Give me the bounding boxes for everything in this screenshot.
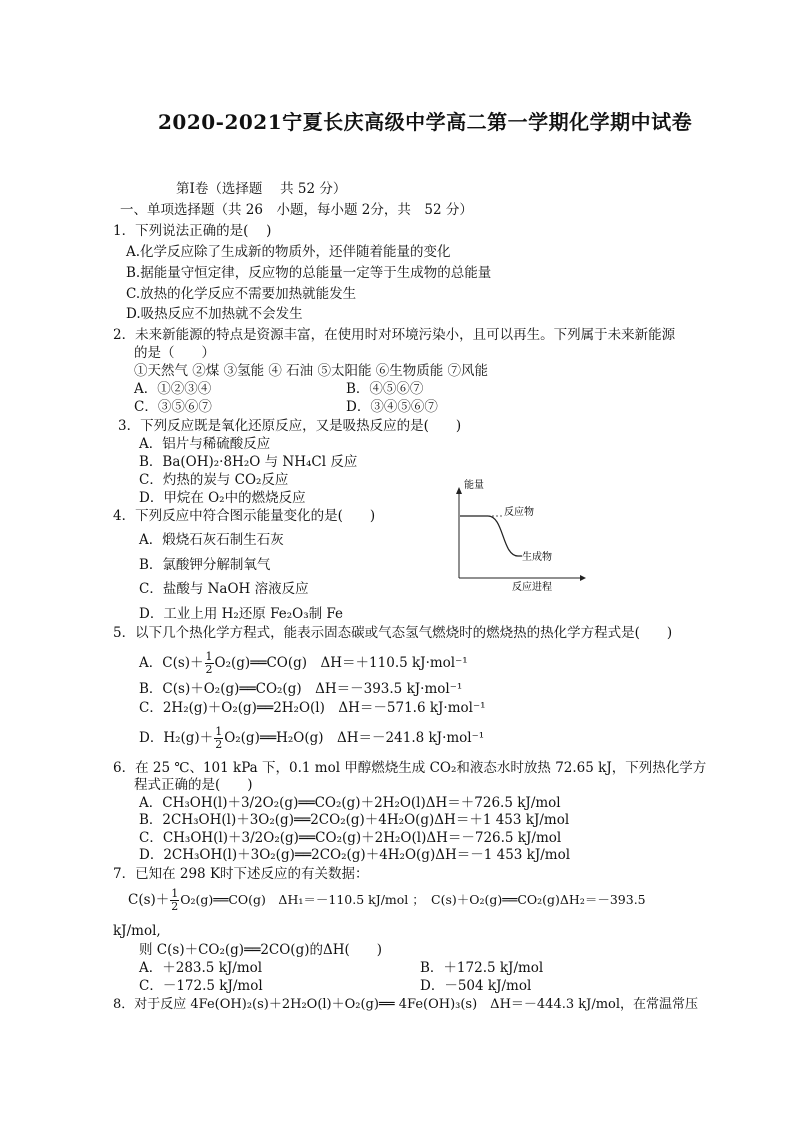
fraction [170, 888, 179, 913]
fraction [205, 651, 214, 676]
product-label: 生成物 [522, 552, 552, 563]
question-stem: 3．下列反应既是氧化还原反应，又是吸热反应的是( ) [118, 418, 462, 434]
option-d: D．2CH₃OH(l)＋3O₂(g)══2CO₂(g)＋4H₂O(g)ΔH＝－1 453 kJ/mol [139, 847, 571, 863]
energy-diagram-svg [456, 478, 586, 593]
question-stem: 7．已知在 298 K时下述反应的有关数据： [113, 866, 369, 882]
option-a-post: O₂(g)══CO(g) ΔH＝＋110.5 kJ·mol⁻¹ [214, 655, 468, 671]
option-c: C．灼热的炭与 CO₂反应 [139, 472, 289, 488]
question-stem-cont: 的是（ ） [134, 345, 215, 361]
option-b: B．C(s)＋O₂(g)══CO₂(g) ΔH＝－393.5 kJ·mol⁻¹ [139, 681, 463, 697]
option-d: D．－504 kJ/mol [420, 978, 532, 994]
section-header: 一、单项选择题（共 26 小题，每小题 2分，共 52 分） [120, 202, 473, 218]
question-stem: 2．未来新能源的特点是资源丰富，在使用时对环境污染小，且可以再生。下列属于未来新能源 [113, 327, 676, 343]
fraction-numerator: 1 [171, 887, 179, 900]
energy-curve [460, 516, 522, 556]
part-header: 第Ⅰ卷（选择题 共 52 分） [176, 181, 347, 197]
fraction-denominator: 2 [171, 900, 179, 913]
option-c: C．盐酸与 NaOH 溶液反应 [139, 581, 309, 597]
fraction-denominator: 2 [215, 738, 223, 751]
fraction-denominator: 2 [205, 663, 213, 676]
option-d: D.吸热反应不加热就不会发生 [126, 306, 303, 322]
question-stem: 4．下列反应中符合图示能量变化的是( ) [113, 508, 376, 524]
y-axis-arrow [456, 487, 462, 494]
x-axis-label: 反应进程 [512, 582, 552, 593]
option-a: A．煅烧石灰石制生石灰 [139, 532, 284, 548]
option-d: D．③④⑤⑥⑦ [346, 399, 438, 415]
fraction-numerator: 1 [205, 650, 213, 663]
option-c: C．③⑤⑥⑦ [134, 399, 212, 415]
question-stem: 8．对于反应 4Fe(OH)₂(s)＋2H₂O(l)＋O₂(g)══ 4Fe(OH)₃(s) ΔH＝－444.3 kJ/mol，在常温常压 [113, 997, 699, 1012]
energy-diagram [456, 478, 586, 593]
fraction [214, 726, 223, 751]
x-axis-arrow [580, 575, 586, 581]
given-equations [128, 888, 646, 913]
y-axis-label: 能量 [464, 480, 484, 491]
option-a: A．①②③④ [134, 381, 212, 397]
question-stem: 1．下列说法正确的是( ) [113, 223, 272, 239]
reactant-label: 反应物 [504, 507, 534, 518]
option-b: B.据能量守恒定律，反应物的总能量一定等于生成物的总能量 [126, 265, 492, 281]
question-stem: 5．以下几个热化学方程式，能表示固态碳或气态氢气燃烧时的燃烧热的热化学方程式是( ) [113, 625, 673, 641]
fraction-numerator: 1 [215, 725, 223, 738]
option-b: B．＋172.5 kJ/mol [420, 960, 544, 976]
eq-post: O₂(g)══CO(g) ΔH₁＝－110.5 kJ/mol ； C(s)＋O₂(g)══CO₂(g)ΔH₂＝－393.5 [180, 892, 646, 907]
energy-items: ①天然气 ②煤 ③氢能 ④ 石油 ⑤太阳能 ⑥生物质能 ⑦风能 [134, 363, 489, 379]
option-d: D．工业上用 H₂还原 Fe₂O₃制 Fe [139, 606, 344, 622]
option-b: B．④⑤⑥⑦ [346, 381, 424, 397]
option-c: C．2H₂(g)＋O₂(g)══2H₂O(l) ΔH＝－571.6 kJ·mol⁻¹ [139, 700, 486, 716]
option-a: A.化学反应除了生成新的物质外，还伴随着能量的变化 [126, 244, 451, 260]
option-d: D．甲烷在 O₂中的燃烧反应 [139, 490, 306, 506]
question-stem-cont: 程式正确的是( ) [134, 777, 253, 793]
question-ask: 则 C(s)＋CO₂(g)══2CO(g)的ΔH( ) [139, 942, 383, 958]
option-c: C．－172.5 kJ/mol [139, 978, 263, 994]
option-d-pre: D．H₂(g)＋ [139, 730, 214, 746]
given-equations-cont: kJ/mol, [113, 923, 161, 939]
option-d [139, 726, 484, 751]
option-a [139, 651, 468, 676]
option-b: B．氯酸钾分解制氧气 [139, 557, 271, 573]
option-b: B．Ba(OH)₂·8H₂O 与 NH₄Cl 反应 [139, 454, 358, 470]
option-c: C．CH₃OH(l)＋3/2O₂(g)══CO₂(g)＋2H₂O(l)ΔH＝－726.5 kJ/mol [139, 830, 562, 846]
question-stem: 6．在 25 ℃、101 kPa 下，0.1 mol 甲醇燃烧生成 CO₂和液态水时放热 72.65 kJ，下列热化学方 [113, 760, 707, 776]
option-a: A．CH₃OH(l)＋3/2O₂(g)══CO₂(g)＋2H₂O(l)ΔH＝＋726.5 kJ/mol [139, 795, 561, 811]
eq-pre: C(s)＋ [128, 892, 170, 908]
option-d-post: O₂(g)══H₂O(g) ΔH＝－241.8 kJ·mol⁻¹ [224, 730, 485, 746]
option-c: C.放热的化学反应不需要加热就能发生 [126, 286, 357, 302]
option-a-pre: A．C(s)＋ [139, 655, 204, 671]
option-a: A．铝片与稀硫酸反应 [139, 436, 271, 452]
option-b: B．2CH₃OH(l)＋3O₂(g)══2CO₂(g)＋4H₂O(g)ΔH＝＋1 453 kJ/mol [139, 812, 570, 828]
page-title: 2020-2021宁夏长庆高级中学高二第一学期化学期中试卷 [158, 110, 693, 134]
option-a: A．＋283.5 kJ/mol [139, 960, 263, 976]
